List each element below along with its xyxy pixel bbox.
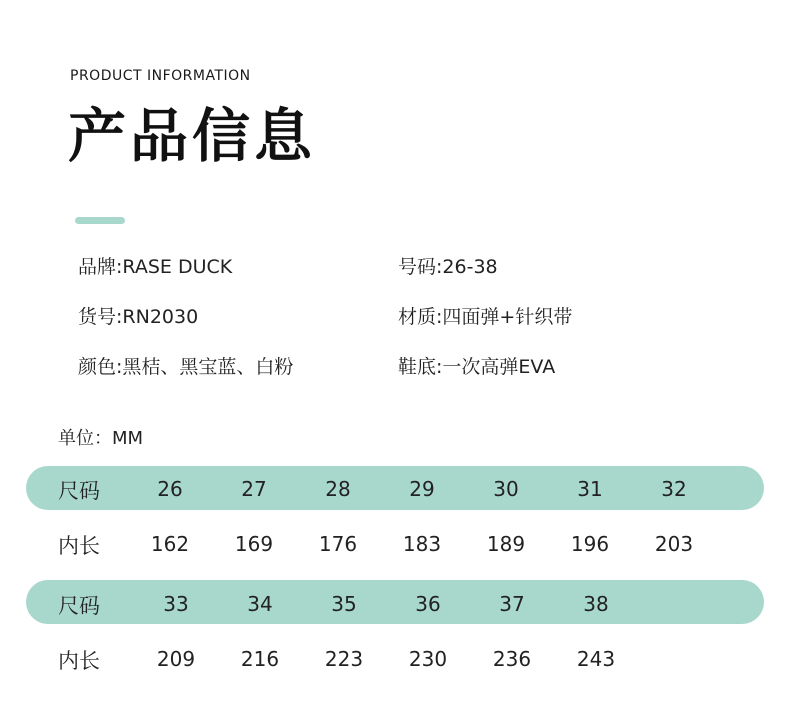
length-cell: 183 bbox=[402, 532, 442, 556]
length-cell: 169 bbox=[234, 532, 274, 556]
info-brand: 品牌:RASE DUCK bbox=[78, 256, 233, 278]
info-size-range: 号码:26-38 bbox=[398, 256, 498, 278]
size-cell: 26 bbox=[157, 477, 183, 501]
length-cell: 223 bbox=[324, 647, 364, 671]
info-label: 品牌 bbox=[78, 256, 117, 278]
size-row-band bbox=[26, 466, 764, 510]
info-label: 鞋底 bbox=[398, 356, 437, 378]
size-cell: 30 bbox=[493, 477, 519, 501]
size-cell: 31 bbox=[577, 477, 603, 501]
size-row-band bbox=[26, 580, 764, 624]
size-row-label: 尺码 bbox=[58, 594, 100, 618]
size-cell: 29 bbox=[409, 477, 435, 501]
unit-label: 单位：MM bbox=[58, 428, 144, 449]
info-label: 材质 bbox=[398, 306, 437, 328]
info-value: RN2030 bbox=[122, 306, 199, 328]
info-value: 黑桔、黑宝蓝、白粉 bbox=[122, 356, 294, 378]
length-cell: 203 bbox=[654, 532, 694, 556]
size-row-label: 尺码 bbox=[58, 479, 100, 503]
info-label: 货号 bbox=[78, 306, 117, 328]
info-value: 26-38 bbox=[442, 256, 498, 278]
info-label: 颜色 bbox=[78, 356, 117, 378]
length-cell: 230 bbox=[408, 647, 448, 671]
info-material: 材质:四面弹+针织带 bbox=[398, 306, 573, 328]
size-cell: 36 bbox=[415, 592, 441, 616]
size-cell: 32 bbox=[661, 477, 687, 501]
size-cell: 37 bbox=[499, 592, 525, 616]
page-title: 产品信息 bbox=[68, 102, 317, 170]
info-value: RASE DUCK bbox=[122, 256, 233, 278]
length-cell: 189 bbox=[486, 532, 526, 556]
length-cell: 176 bbox=[318, 532, 358, 556]
info-value: 四面弹+针织带 bbox=[442, 306, 573, 328]
size-cell: 33 bbox=[163, 592, 189, 616]
length-cell: 196 bbox=[570, 532, 610, 556]
size-cell: 35 bbox=[331, 592, 357, 616]
size-cell: 34 bbox=[247, 592, 273, 616]
length-cell: 243 bbox=[576, 647, 616, 671]
title-accent-bar bbox=[75, 217, 125, 224]
size-cell: 38 bbox=[583, 592, 609, 616]
info-sole: 鞋底:一次高弹EVA bbox=[398, 356, 556, 378]
section-subtitle: PRODUCT INFORMATION bbox=[70, 68, 251, 84]
size-cell: 28 bbox=[325, 477, 351, 501]
length-cell: 216 bbox=[240, 647, 280, 671]
info-value: 一次高弹EVA bbox=[442, 356, 556, 378]
length-row-label: 内长 bbox=[58, 534, 100, 558]
info-item-number: 货号:RN2030 bbox=[78, 306, 199, 328]
info-colors: 颜色:黑桔、黑宝蓝、白粉 bbox=[78, 356, 294, 378]
length-row-label: 内长 bbox=[58, 649, 100, 673]
size-cell: 27 bbox=[241, 477, 267, 501]
length-cell: 209 bbox=[156, 647, 196, 671]
length-cell: 162 bbox=[150, 532, 190, 556]
length-cell: 236 bbox=[492, 647, 532, 671]
info-label: 号码 bbox=[398, 256, 437, 278]
